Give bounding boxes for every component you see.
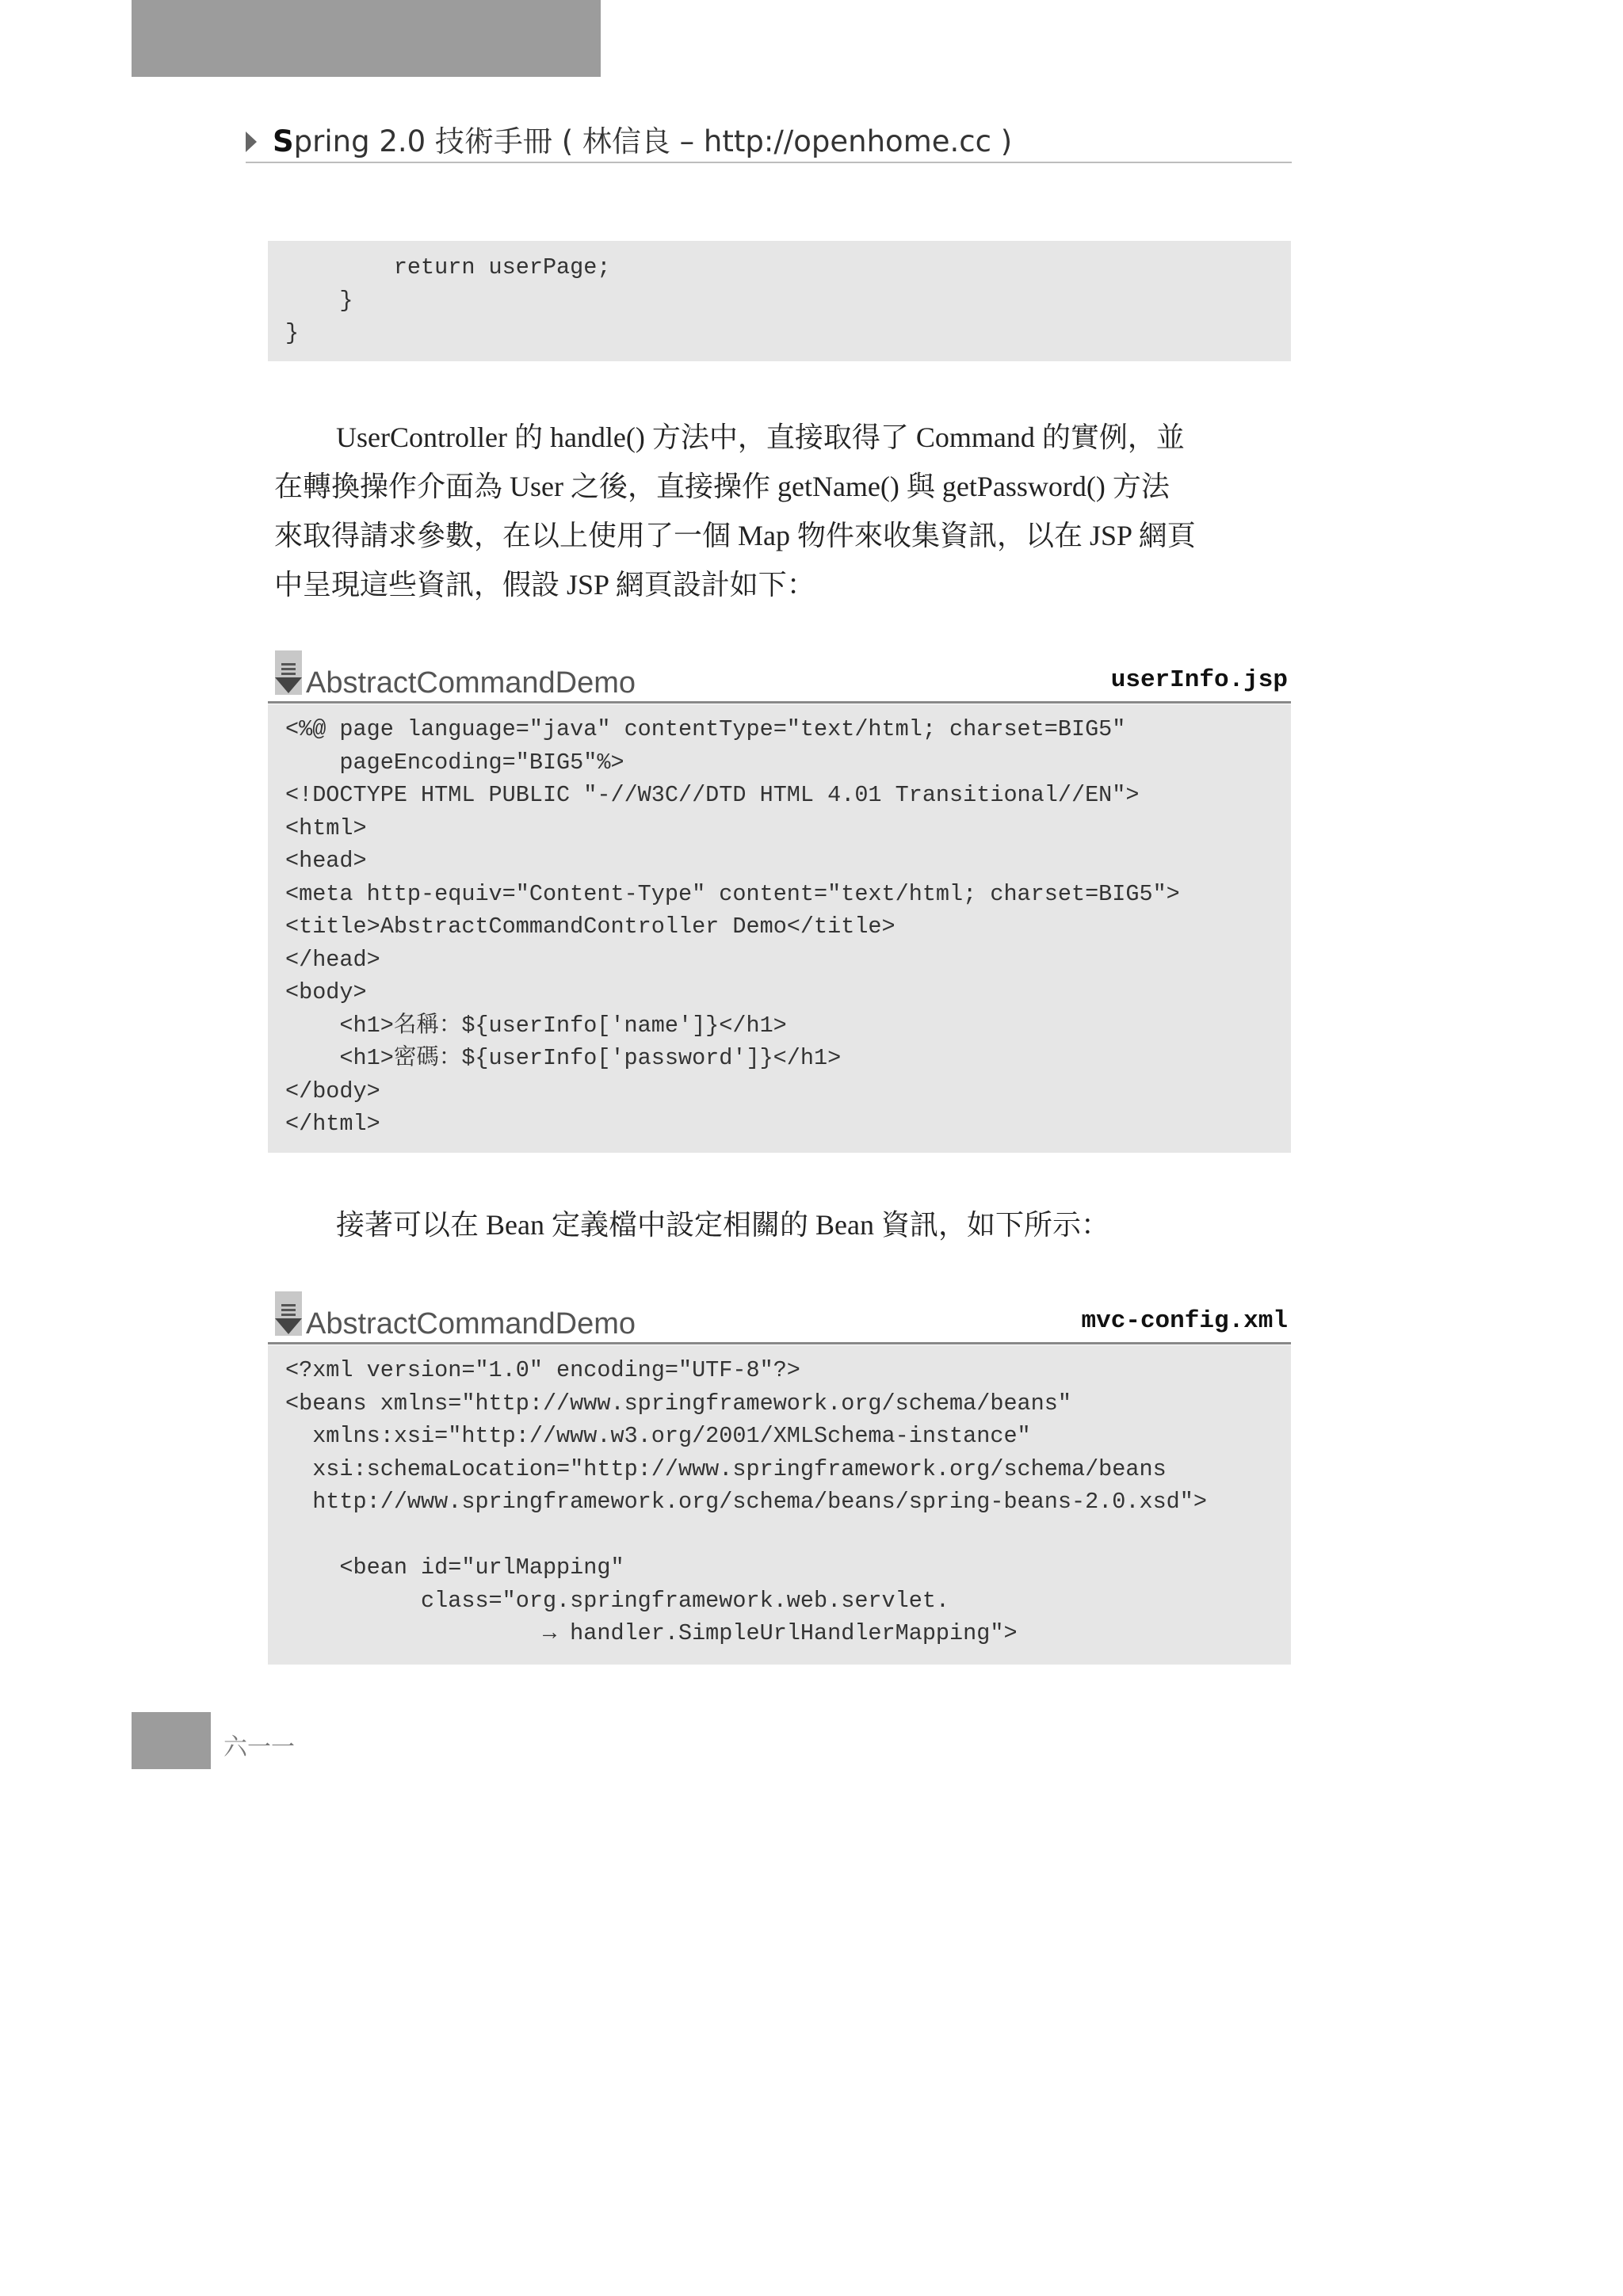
download-arrow-icon	[273, 650, 304, 696]
listing-header	[268, 1285, 1291, 1344]
footer-page-tab	[132, 1712, 211, 1769]
listing-project-name: AbstractCommandDemo	[306, 1307, 636, 1341]
body-paragraph	[274, 413, 1290, 609]
listing-file-name: userInfo.jsp	[1110, 666, 1288, 694]
running-header	[246, 117, 1292, 163]
body-paragraph	[274, 1200, 1290, 1249]
paragraph-line: 來取得請求參數，在以上使用了一個 Map 物件來收集資訊，以在 JSP 網頁	[274, 520, 1196, 551]
triangle-right-icon	[246, 132, 257, 152]
code-block: return userPage; } }	[268, 241, 1291, 361]
listing-project-name: AbstractCommandDemo	[306, 666, 636, 700]
page-number: 六一一	[223, 1733, 295, 1761]
paragraph-line: 接著可以在 Bean 定義檔中設定相關的 Bean 資訊，如下所示：	[336, 1209, 1109, 1241]
download-arrow-icon	[273, 1291, 304, 1337]
code-listing: <?xml version="1.0" encoding="UTF-8"?> <beans xmlns="http://www.springframework.org/schema/beans" xmlns:xsi="http://www.w3.org/2001/XMLSchema-instance" xsi:schemaLocation="http://www.springframework.org/schema/beans http://www.springframework.org/schema/beans/spring-beans-2.0.xsd"> <bean id="urlMapping" class="org.springframework.web.servlet. → handler.SimpleUrlHandlerMapping">	[268, 1345, 1291, 1665]
paragraph-line: 中呈現這些資訊，假設 JSP 網頁設計如下：	[274, 569, 815, 601]
paragraph-line: UserController 的 handle() 方法中，直接取得了 Command 的實例，並	[336, 421, 1185, 453]
running-header-title: Spring 2.0 技術手冊 ( 林信良 – http://openhome.cc )	[273, 124, 1013, 158]
paragraph-line: 在轉換操作介面為 User 之後，直接操作 getName() 與 getPassword() 方法	[274, 471, 1170, 502]
top-page-tab	[132, 0, 601, 77]
listing-header	[268, 644, 1291, 704]
listing-file-name: mvc-config.xml	[1081, 1307, 1288, 1335]
code-listing: <%@ page language="java" contentType="text/html; charset=BIG5" pageEncoding="BIG5"%> <!DOCTYPE HTML PUBLIC "-//W3C//DTD HTML 4.01 Transitional//EN"> <html> <head> <meta http-equiv="Content-Type" content="text/html; charset=BIG5"> <title>AbstractCommandController Demo</title> </head> <body> <h1>名稱：${userInfo['name']}</h1> <h1>密碼：${userInfo['password']}</h1> </body> </html>	[268, 704, 1291, 1153]
